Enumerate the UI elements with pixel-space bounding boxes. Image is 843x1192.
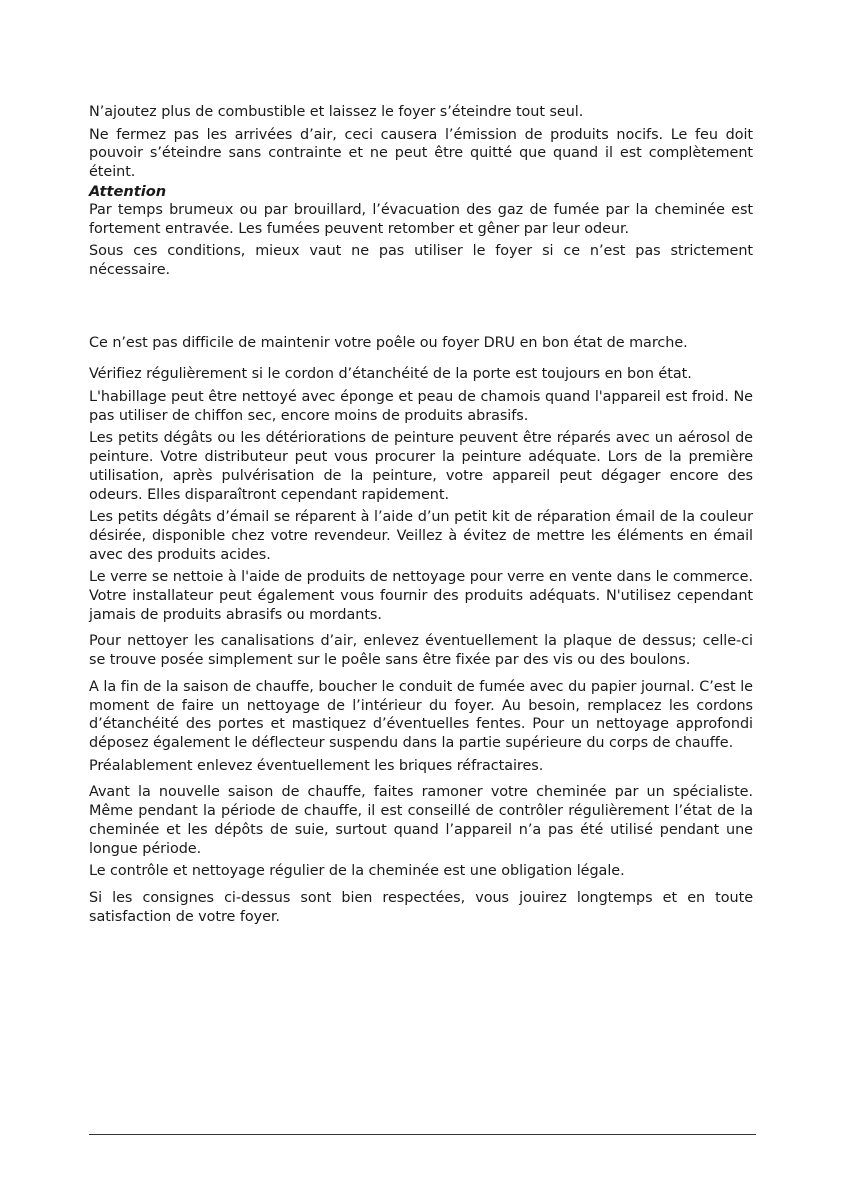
paragraph-air-inlets: Ne fermez pas les arrivées d’air, ceci causera l’émission de produits nocifs. Le feu doit pouvoir s’éteindre sans contrainte et ne peut être quitté que quand il est complètement éteint. <box>89 126 753 181</box>
paragraph-conditions: Sous ces conditions, mieux vaut ne pas utiliser le foyer si ce n’est pas strictement nécessaire. <box>89 243 753 278</box>
paragraph-glass-cleaning: Le verre se nettoie à l'aide de produits de nettoyage pour verre en vente dans le commerce. Votre installateur peut également vous fournir des produits adéquats. N'utilisez cependant jamais de produits abrasifs ou mordants. <box>89 569 753 623</box>
document-page <box>89 103 753 926</box>
paragraph-legal-obligation: Le contrôle et nettoyage régulier de la cheminée est une obligation légale. <box>89 863 625 880</box>
paragraph-door-seal: Vérifiez régulièrement si le cordon d’étanchéité de la porte est toujours en bon état. <box>89 366 692 383</box>
paragraph-no-more-fuel: N’ajoutez plus de combustible et laissez le foyer s’éteindre tout seul. <box>89 104 584 120</box>
paragraph-cladding-cleaning: L'habillage peut être nettoyé avec éponge et peau de chamois quand l'appareil est froid. Ne pas utiliser de chiffon sec, encore moins de produits abrasifs. <box>89 389 753 424</box>
paragraph-refractory-bricks: Préalablement enlevez éventuellement les briques réfractaires. <box>89 757 544 774</box>
paragraph-foggy-weather: Par temps brumeux ou par brouillard, l’évacuation des gaz de fumée par la cheminée est fortement entravée. Les fumées peuvent retomber et gêner par leur odeur. <box>89 201 753 237</box>
paragraph-enamel-repair: Les petits dégâts d’émail se réparent à l’aide d’un petit kit de réparation émail de la couleur désirée, disponible chez votre revendeur. Veillez à évitez de mettre les éléments en émail avec des produits acides. <box>89 509 753 563</box>
paragraph-paint-repair: Les petits dégâts ou les détériorations de peinture peuvent être réparés avec un aérosol de peinture. Votre distributeur peut vous procurer la peinture adéquate. Lors de la première utilisation, après pulvérisation de la peinture, votre appareil peut dégager encore des odeurs. Elles disparaîtront cependant rapidement. <box>89 430 753 503</box>
attention-heading: Attention <box>89 182 167 200</box>
footer-rule <box>89 1134 756 1135</box>
paragraph-closing: Si les consignes ci-dessus sont bien respectées, vous jouirez longtemps et en toute satisfaction de votre foyer. <box>89 889 753 925</box>
paragraph-maintenance-intro: Ce n’est pas difficile de maintenir votre poêle ou foyer DRU en bon état de marche. <box>89 334 688 351</box>
paragraph-end-of-season: A la fin de la saison de chauffe, boucher le conduit de fumée avec du papier journal. C’est le moment de faire un nettoyage de l’intérieur du foyer. Au besoin, remplacez les cordons d’étanchéité des portes et mastiquez d’éventuelles fentes. Pour un nettoyage approfondi déposez également le déflecteur suspendu dans la partie supérieure du corps de chauffe. <box>89 678 753 751</box>
paragraph-chimney-sweeping: Avant la nouvelle saison de chauffe, faites ramoner votre cheminée par un spécialiste. Même pendant la période de chauffe, il est conseillé de contrôler régulièrement l’état de la cheminée et les dépôts de suie, surtout quand l’appareil n’a pas été utilisé pendant une longue période. <box>89 784 753 857</box>
paragraph-air-ducts: Pour nettoyer les canalisations d’air, enlevez éventuellement la plaque de dessus; celle-ci se trouve posée simplement sur le poêle sans être fixée par des vis ou des boulons. <box>89 633 753 669</box>
